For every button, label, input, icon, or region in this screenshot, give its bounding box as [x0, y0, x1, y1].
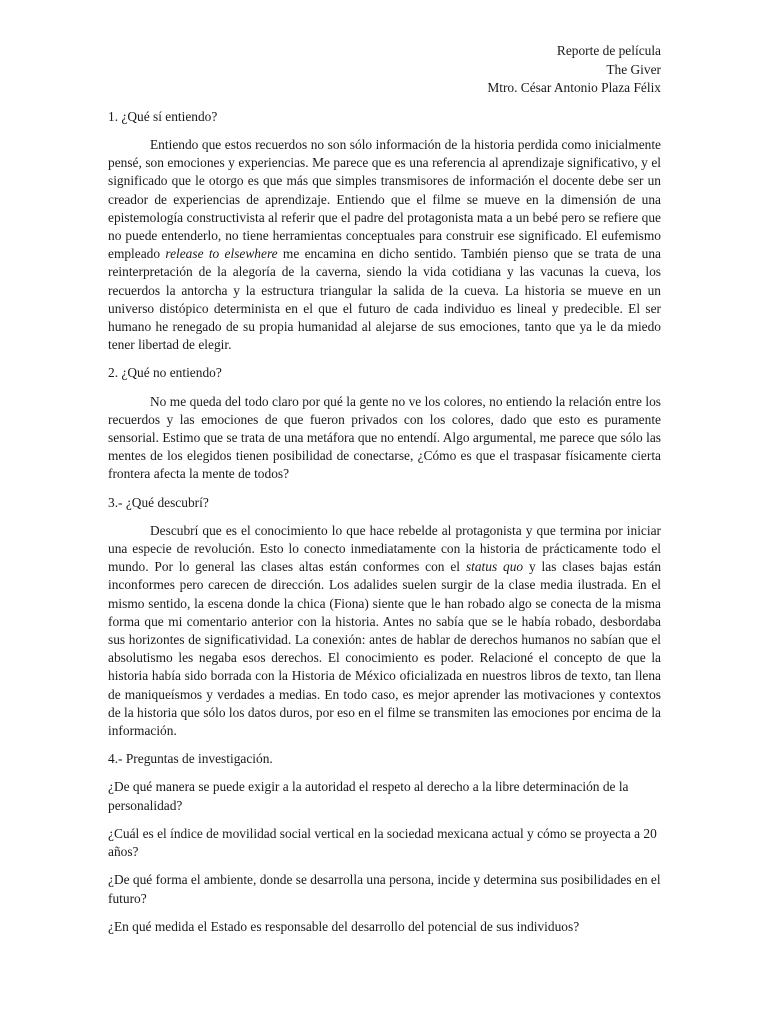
section-3-text-b: y las clases bajas están inconformes pero carecen de dirección. Los adalides suelen surgir de la clase media ilustrada. En el mismo sentido, la escena donde la chica (Fiona) siente que le han robado algo se conecta de la misma forma que mi comentario anterior con la historia. Antes no sabía que se le había robado, desbordaba sus horizontes de significatividad. La conexión: antes de hablar de derechos humanos no sabían que el absolutismo les negaba esos derechos. El conocimiento es poder. Relacioné el concepto de que la historia había sido borrada con la Historia de México oficializada en nuestros libros de texto, tan llena de maniqueísmos y verdades a medias. En todo caso, es mejor aprender las motivaciones y contextos de la historia que sólo los datos duros, por eso en el filme se transmiten las emociones por encima de la información. [108, 559, 662, 739]
section-4-heading: 4.- Preguntas de investigación. [108, 751, 273, 767]
research-question: ¿De qué forma el ambiente, donde se desarrolla una persona, incide y determina sus posibilidades en el futuro? [108, 872, 661, 906]
section-3-emphasis: status quo [465, 559, 524, 575]
research-question: ¿En qué medida el Estado es responsable del desarrollo del potencial de sus individuos? [108, 918, 580, 934]
section-1-text-b: me encamina en dicho sentido. También pienso que se trata de una reinterpretación de la alegoría de la caverna, siendo la vida cotidiana y las vacunas la cueva, los recuerdos la antorcha y la estructura triangular la salida de la cueva. La historia se mueve en un universo distópico determinista en el que el futuro de cada individuo es lineal y predecible. El ser humano he renegado de su propia humanidad al alejarse de sus emociones, tanto que ya le da miedo tener libertad de elegir. [108, 246, 661, 353]
report-header [108, 42, 661, 98]
section-3-heading: 3.- ¿Qué descubrí? [108, 494, 209, 510]
header-report-type: Reporte de película [556, 43, 661, 58]
section-1-text-a: Entiendo que estos recuerdos no son sólo información de la historia perdida como inicialmente pensé, son emociones y experiencias. Me parece que es una referencia al aprendizaje significativo, y el significado que le otorgo es que más que simples transmisores de información el docente debe ser un creador de experiencias de aprendizaje. Entiendo que el filme se mueve en la dimensión de una epistemología constructivista al referir que el padre del protagonista mata a un bebé pero se refiere que no puede entenderlo, no tiene herramientas conceptuales para construir ese significado. El eufemismo empleado [108, 136, 661, 262]
section-1-paragraph [108, 136, 661, 354]
section-3-text-a: Descubrí que es el conocimiento lo que hace rebelde al protagonista y que termina por iniciar una especie de revolución. Esto lo conecto inmediatamente con la historia de prácticamente todo el mundo. Por lo general las clases altas están conformes con el [108, 522, 661, 575]
header-author: Mtro. César Antonio Plaza Félix [487, 80, 661, 96]
research-question: ¿Cuál es el índice de movilidad social vertical en la sociedad mexicana actual y cómo se proyecta a 20 años? [108, 825, 657, 860]
header-film-title: The Giver [606, 61, 661, 77]
research-question: ¿De qué manera se puede exigir a la autoridad el respeto al derecho a la libre determinación de la personalidad? [108, 779, 629, 813]
section-2-heading: 2. ¿Qué no entiendo? [108, 365, 222, 381]
section-1-heading: 1. ¿Qué sí entiendo? [108, 108, 218, 124]
section-2-paragraph: No me queda del todo claro por qué la gente no ve los colores, no entiendo la relación entre los recuerdos y las emociones de que fueron privados con los colores, dado que esto es puramente sensorial. Estimo que se trata de una metáfora que no entendí. Algo argumental, me parece que sólo las mentes de los elegidos tienen posibilidad de conectarse, ¿Cómo es que el traspasar físicamente cierta frontera afecta la mente de todos? [108, 393, 661, 482]
section-3-paragraph [108, 522, 661, 740]
section-1-emphasis: release to elsewhere [165, 246, 278, 262]
